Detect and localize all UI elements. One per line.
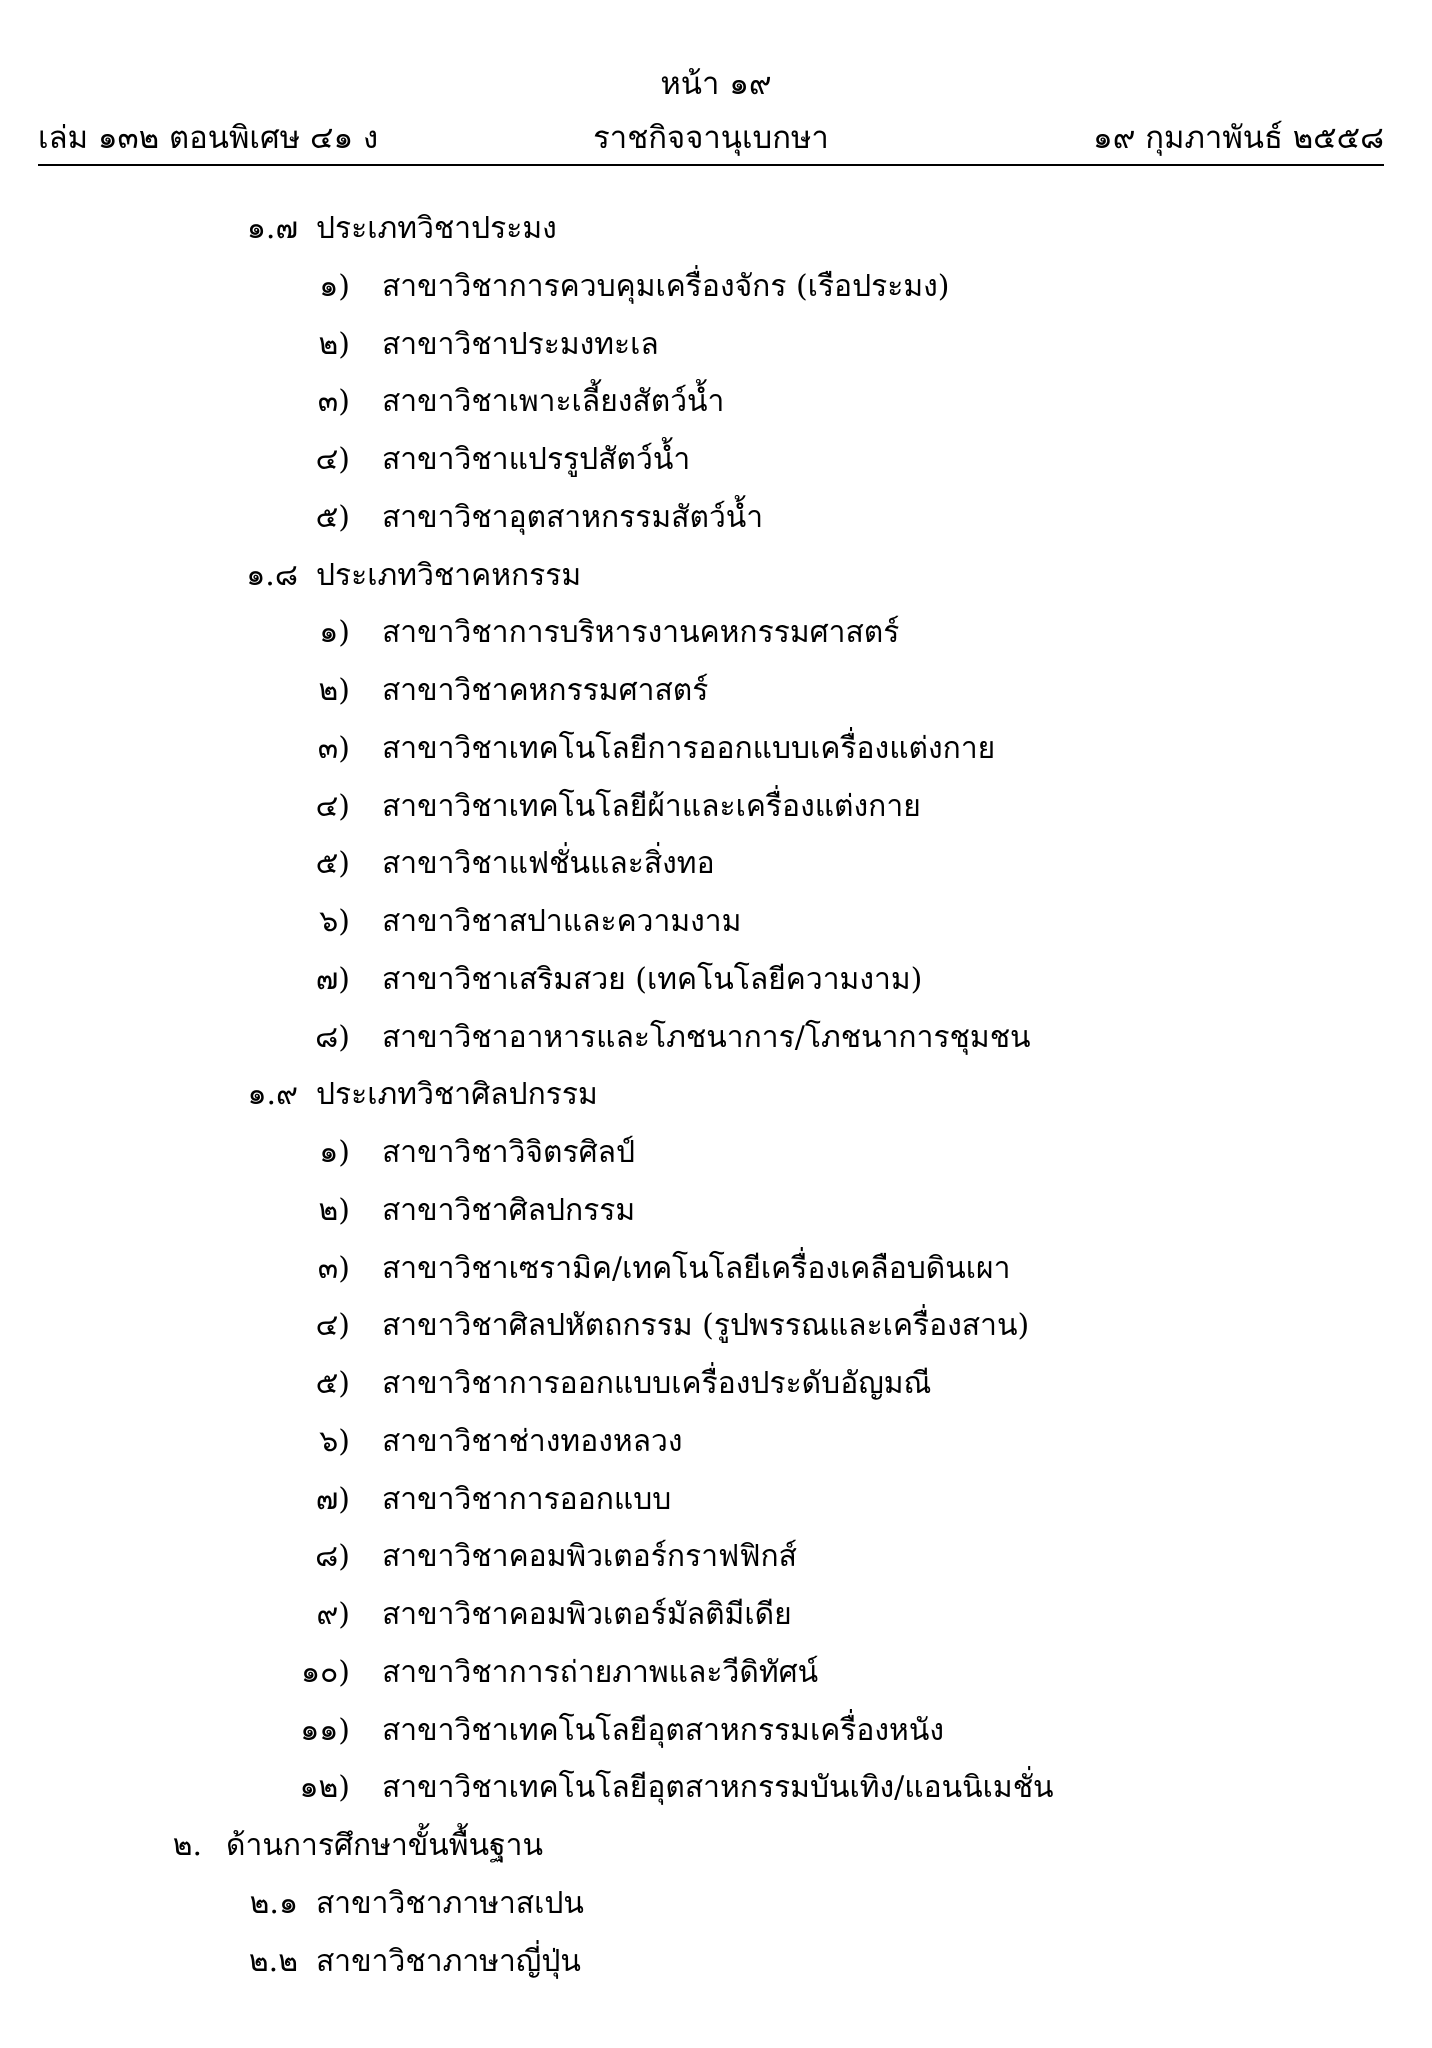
item-text: สาขาวิชาการออกแบบเครื่องประดับอัญมณี [382, 1366, 932, 1401]
item-text: สาขาวิชาประมงทะเล [382, 327, 659, 362]
item-number: ๑) [319, 269, 350, 304]
item-text: สาขาวิชาสปาและความงาม [382, 904, 742, 939]
item-text: สาขาวิชาเทคโนโลยีอุตสาหกรรมเครื่องหนัง [382, 1713, 944, 1748]
item-number: ๒.๒ [248, 1944, 298, 1979]
item-number: ๒) [318, 327, 350, 362]
item-number: ๕) [315, 1366, 350, 1401]
item-number: ๕) [315, 500, 350, 535]
item-number: ๔) [315, 442, 350, 477]
item-text: สาขาวิชาคหกรรมศาสตร์ [382, 673, 709, 708]
item-text: สาขาวิชาอาหารและโภชนาการ/โภชนาการชุมชน [382, 1020, 1031, 1055]
item-text: สาขาวิชาภาษาสเปน [316, 1886, 584, 1921]
item-number: ๖) [319, 904, 350, 939]
item-text: สาขาวิชาภาษาญี่ปุ่น [316, 1944, 581, 1979]
item-text: สาขาวิชาการบริหารงานคหกรรมศาสตร์ [382, 615, 900, 650]
item-text: สาขาวิชาแปรรูปสัตว์น้ำ [382, 442, 691, 477]
item-text: สาขาวิชาช่างทองหลวง [382, 1424, 683, 1459]
item-number: ๓) [317, 1251, 350, 1286]
section-number: ๑.๙ [247, 1077, 298, 1112]
item-number: ๒) [318, 673, 350, 708]
item-text: สาขาวิชาศิลปกรรม [382, 1193, 636, 1228]
item-number: ๒.๑ [249, 1886, 298, 1921]
page-header [38, 112, 1384, 158]
volume-info: เล่ม ๑๓๒ ตอนพิเศษ ๔๑ ง [38, 120, 379, 156]
publication-title: ราชกิจจานุเบกษา [593, 120, 829, 156]
item-number: ๔) [315, 789, 350, 824]
top-section-number: ๒. [172, 1828, 202, 1863]
item-number: ๑๒) [299, 1770, 350, 1805]
item-number: ๙) [316, 1597, 350, 1632]
item-text: สาขาวิชาการถ่ายภาพและวีดิทัศน์ [382, 1655, 819, 1690]
section-title: ประเภทวิชาประมง [316, 211, 557, 246]
item-number: ๓) [317, 731, 350, 766]
item-text: สาขาวิชาคอมพิวเตอร์กราฟฟิกส์ [382, 1539, 797, 1574]
item-number: ๑๐) [300, 1655, 350, 1690]
item-text: สาขาวิชาเซรามิค/เทคโนโลยีเครื่องเคลือบดินเผา [382, 1251, 1011, 1286]
item-text: สาขาวิชาการออกแบบ [382, 1482, 672, 1517]
item-number: ๑) [319, 1135, 350, 1170]
item-number: ๘) [315, 1020, 350, 1055]
item-text: สาขาวิชาคอมพิวเตอร์มัลติมีเดีย [382, 1597, 792, 1632]
item-text: สาขาวิชาอุตสาหกรรมสัตว์น้ำ [382, 500, 764, 535]
section-number: ๑.๗ [246, 211, 298, 246]
page-number: หน้า ๑๙ [660, 66, 772, 102]
item-number: ๔) [315, 1308, 350, 1343]
top-section-title: ด้านการศึกษาขั้นพื้นฐาน [226, 1828, 543, 1863]
item-text: สาขาวิชาศิลปหัตถกรรม (รูปพรรณและเครื่องสาน) [382, 1308, 1030, 1343]
header-divider [38, 164, 1384, 166]
item-text: สาขาวิชาวิจิตรศิลป์ [382, 1135, 636, 1170]
item-number: ๑๑) [300, 1713, 350, 1748]
item-text: สาขาวิชาเทคโนโลยีผ้าและเครื่องแต่งกาย [382, 789, 921, 824]
section-title: ประเภทวิชาศิลปกรรม [316, 1077, 598, 1112]
item-text: สาขาวิชาเสริมสวย (เทคโนโลยีความงาม) [382, 962, 923, 997]
item-number: ๘) [315, 1539, 350, 1574]
item-number: ๕) [315, 846, 350, 881]
item-number: ๑) [319, 615, 350, 650]
item-text: สาขาวิชาเพาะเลี้ยงสัตว์น้ำ [382, 384, 725, 419]
section-title: ประเภทวิชาคหกรรม [316, 558, 582, 593]
publication-date: ๑๙ กุมภาพันธ์ ๒๕๕๘ [1093, 120, 1384, 156]
item-number: ๓) [317, 384, 350, 419]
section-number: ๑.๘ [246, 558, 298, 593]
item-number: ๗) [315, 962, 350, 997]
item-number: ๒) [318, 1193, 350, 1228]
item-number: ๗) [315, 1482, 350, 1517]
item-text: สาขาวิชาเทคโนโลยีการออกแบบเครื่องแต่งกาย [382, 731, 996, 766]
item-text: สาขาวิชาแฟชั่นและสิ่งทอ [382, 846, 715, 881]
item-number: ๖) [319, 1424, 350, 1459]
item-text: สาขาวิชาการควบคุมเครื่องจักร (เรือประมง) [382, 269, 950, 304]
item-text: สาขาวิชาเทคโนโลยีอุตสาหกรรมบันเทิง/แอนนิเมชั่น [382, 1770, 1054, 1805]
